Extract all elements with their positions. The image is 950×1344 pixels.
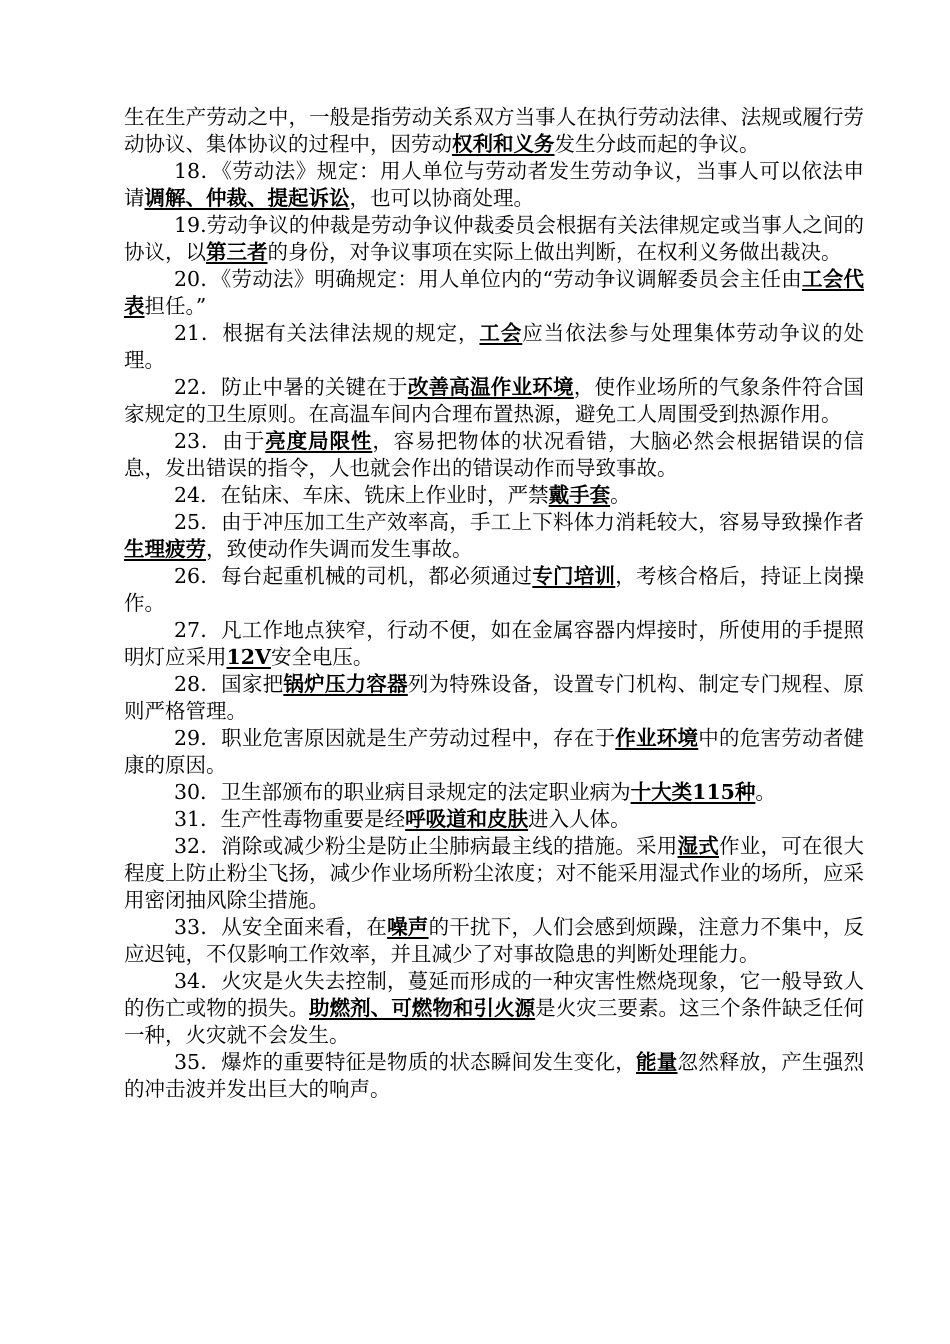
paragraph-text: ，也可以协商处理。	[349, 186, 534, 210]
paragraph	[124, 914, 864, 968]
paragraph	[124, 671, 864, 725]
paragraph	[124, 779, 864, 806]
paragraph-text: 31．生产性毒物重要是经	[174, 807, 406, 831]
paragraph-text: 忽然释放，产生强烈的冲击波并发出巨大的响声。	[124, 1050, 865, 1101]
answer-keyword: 调解、仲裁、提起诉讼	[144, 186, 350, 210]
paragraph	[124, 158, 864, 212]
paragraph-text: 生在生产劳动之中，一般是指劳动关系双方当事人在执行劳动法律、法规或履行劳动协议、集体协议的过程中，因劳动	[124, 105, 864, 156]
answer-keyword: 锅炉压力容器	[283, 672, 408, 696]
paragraph-text: 是火灾三要素。这三个条件缺乏任何一种，火灾就不会发生。	[124, 996, 865, 1047]
paragraph-text: 18．《劳动法》规定：用人单位与劳动者发生劳动争议，当事人可以依法申请	[124, 159, 864, 210]
paragraph-text: 担任。”	[144, 294, 207, 318]
answer-keyword: 工会	[479, 321, 523, 345]
paragraph-text: 28．国家把	[174, 672, 284, 696]
answer-keyword: 噪声	[387, 915, 429, 939]
paragraph-text: 的身份，对争议事项在实际上做出判断，在权利义务做出裁决。	[267, 240, 842, 264]
paragraph-text: 26．每台起重机械的司机，都必须通过	[174, 564, 533, 588]
paragraph-text: 发生分歧而起的争议。	[554, 132, 760, 156]
answer-keyword: 改善高温作业环境	[407, 375, 574, 399]
answer-keyword: 戴手套	[548, 483, 611, 507]
answer-keyword: 专门培训	[532, 564, 616, 588]
answer-keyword: 十大类115种	[630, 780, 756, 804]
paragraph-text: ，考核合格后，持证上岗操作。	[124, 564, 865, 615]
paragraph-text: 进入人体。	[528, 807, 631, 831]
paragraph-text: 中的危害劳动者健康的原因。	[124, 726, 865, 777]
paragraph-text: 24．在钻床、车床、铣床上作业时，严禁	[174, 483, 549, 507]
answer-keyword: 第三者	[206, 240, 268, 264]
paragraph-text: 23．由于	[174, 429, 266, 453]
paragraph-text: 32．消除或减少粉尘是防止尘肺病最主线的措施。采用	[174, 834, 678, 858]
document-body	[124, 104, 864, 1103]
answer-keyword: 亮度局限性	[265, 429, 373, 453]
paragraph-text: 35．爆炸的重要特征是物质的状态瞬间发生变化，	[174, 1050, 637, 1074]
paragraph	[124, 806, 864, 833]
paragraph-text: 22．防止中暑的关键在于	[174, 375, 408, 399]
paragraph-text: 。	[755, 780, 776, 804]
answer-keyword: 工会代表	[124, 267, 864, 318]
paragraph	[124, 833, 864, 914]
paragraph	[124, 563, 864, 617]
paragraph	[124, 482, 864, 509]
paragraph-text: 安全电压。	[270, 645, 374, 669]
answer-keyword: 能量	[636, 1050, 678, 1074]
paragraph	[124, 725, 864, 779]
paragraph-text: 29．职业危害原因就是生产劳动过程中，存在于	[174, 726, 616, 750]
paragraph	[124, 968, 864, 1049]
paragraph-text: 25．由于冲压加工生产效率高，手工上下料体力消耗较大，容易导致操作者	[174, 510, 864, 534]
paragraph-text: 27．凡工作地点狭窄，行动不便，如在金属容器内焊接时，所使用的手提照明灯应采用	[124, 618, 864, 669]
paragraph	[124, 509, 864, 563]
paragraph-text: 21．根据有关法律法规的规定，	[174, 321, 480, 345]
paragraph-text: ，容易把物体的状况看错，大脑必然会根据错误的信息，发出错误的指令，人也就会作出的错误动作而导致事故。	[124, 429, 865, 480]
paragraph-text: 34．火灾是火失去控制，蔓延而形成的一种灾害性燃烧现象，它一般导致人的伤亡或物的损失。	[124, 969, 864, 1020]
answer-keyword: 助燃剂、可燃物和引火源	[309, 996, 536, 1020]
paragraph	[124, 617, 864, 671]
paragraph-text: 20．《劳动法》明确规定：用人单位内的“劳动争议调解委员会主任由	[174, 267, 803, 291]
paragraph-text: 30．卫生部颁布的职业病目录规定的法定职业病为	[174, 780, 631, 804]
paragraph-text: 应当依法参与处理集体劳动争议的处理。	[124, 321, 865, 372]
answer-keyword: 呼吸道和皮肤	[405, 807, 529, 831]
paragraph	[124, 320, 864, 374]
paragraph-text: 的干扰下，人们会感到烦躁，注意力不集中，反应迟钝，不仅影响工作效率，并且减少了对事故隐患的判断处理能力。	[124, 915, 865, 966]
answer-keyword: 作业环境	[615, 726, 699, 750]
paragraph-text: ，使作业场所的气象条件符合国家规定的卫生原则。在高温车间内合理布置热源，避免工人周围受到热源作用。	[124, 375, 865, 426]
paragraph-text: 33．从安全面来看，在	[174, 915, 388, 939]
paragraph	[124, 266, 864, 320]
paragraph-text: 列为特殊设备，设置专门机构、制定专门规程、原则严格管理。	[124, 672, 864, 723]
paragraph-text: ，致使动作失调而发生事故。	[206, 537, 473, 561]
answer-keyword: 12V	[226, 645, 271, 669]
paragraph	[124, 374, 864, 428]
paragraph	[124, 1049, 864, 1103]
answer-keyword: 湿式	[677, 834, 720, 858]
paragraph-text: 作业，可在很大程度上防止粉尘飞扬，减少作业场所粉尘浓度；对不能采用湿式作业的场所，应采用密闭抽风除尘措施。	[124, 834, 864, 912]
paragraph-text: 19.劳动争议的仲裁是劳动争议仲裁委员会根据有关法律规定或当事人之间的协议，以	[124, 213, 864, 264]
paragraph	[124, 212, 864, 266]
paragraph	[124, 104, 864, 158]
paragraph-text: 。	[610, 483, 631, 507]
answer-keyword: 生理疲劳	[124, 537, 206, 561]
paragraph	[124, 428, 864, 482]
answer-keyword: 权利和义务	[452, 132, 555, 156]
